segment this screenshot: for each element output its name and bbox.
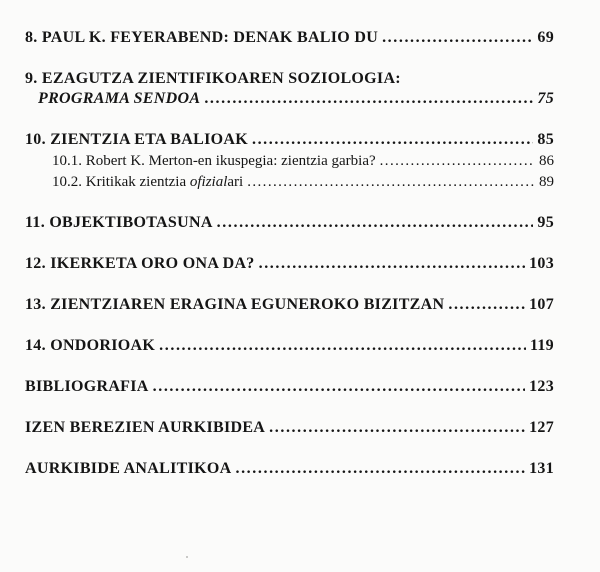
page-number: 89	[539, 174, 554, 190]
toc-entry	[25, 336, 554, 356]
dot-leader	[204, 89, 533, 109]
dot-leader	[448, 295, 525, 315]
toc-entry	[25, 254, 554, 274]
toc-entry	[25, 418, 554, 438]
toc-entry-label: 11. OBJEKTIBOTASUNA	[25, 214, 213, 231]
toc-entry	[25, 459, 554, 479]
page-number: 107	[529, 296, 554, 313]
page-number: 131	[529, 460, 554, 477]
toc-entry	[25, 130, 554, 150]
page-number: 95	[537, 214, 554, 231]
page-number: 123	[529, 378, 554, 395]
toc-entry	[25, 377, 554, 397]
toc-entry-label: PROGRAMA SENDOA	[38, 90, 201, 107]
page-number: 103	[529, 255, 554, 272]
toc-entry	[25, 151, 554, 171]
dot-leader	[382, 28, 533, 48]
dot-leader	[159, 336, 526, 356]
toc-list	[25, 28, 554, 479]
toc-entry	[25, 213, 554, 233]
page-number: 127	[529, 419, 554, 436]
scan-speck	[186, 556, 188, 558]
dot-leader	[380, 151, 535, 171]
dot-leader	[235, 459, 525, 479]
page-number: 86	[539, 153, 554, 169]
dot-leader	[217, 213, 534, 233]
toc-entry-label: 10.2. Kritikak zientzia ofizialari	[52, 174, 244, 190]
dot-leader	[247, 172, 535, 192]
toc-entry-label: 13. ZIENTZIAREN ERAGINA EGUNEROKO BIZITZAN	[25, 296, 445, 313]
dot-leader	[269, 418, 525, 438]
toc-entry	[25, 28, 554, 48]
page-number: 69	[537, 29, 554, 46]
toc-entry-label: 9. EZAGUTZA ZIENTIFIKOAREN SOZIOLOGIA:	[25, 70, 401, 87]
toc-entry-label: 14. ONDORIOAK	[25, 337, 156, 354]
toc-entry-label: 8. PAUL K. FEYERABEND: DENAK BALIO DU	[25, 29, 379, 46]
dot-leader	[252, 130, 533, 150]
page-number: 119	[529, 337, 554, 354]
toc-entry-label: IZEN BEREZIEN AURKIBIDEA	[25, 419, 266, 436]
dot-leader	[259, 254, 525, 274]
toc-entry-label: 12. IKERKETA ORO ONA DA?	[25, 255, 255, 272]
toc-entry-label: BIBLIOGRAFIA	[25, 378, 149, 395]
page-number: 75	[537, 90, 554, 107]
toc-entry-label: 10. ZIENTZIA ETA BALIOAK	[25, 131, 248, 148]
toc-entry	[25, 69, 554, 89]
toc-entry	[25, 89, 554, 109]
toc-entry	[25, 172, 554, 192]
toc-entry-label: AURKIBIDE ANALITIKOA	[25, 460, 232, 477]
page-number: 85	[537, 131, 554, 148]
toc-entry-label: 10.1. Robert K. Merton-en ikuspegia: zientzia garbia?	[52, 153, 376, 169]
dot-leader	[153, 377, 525, 397]
toc-entry	[25, 295, 554, 315]
